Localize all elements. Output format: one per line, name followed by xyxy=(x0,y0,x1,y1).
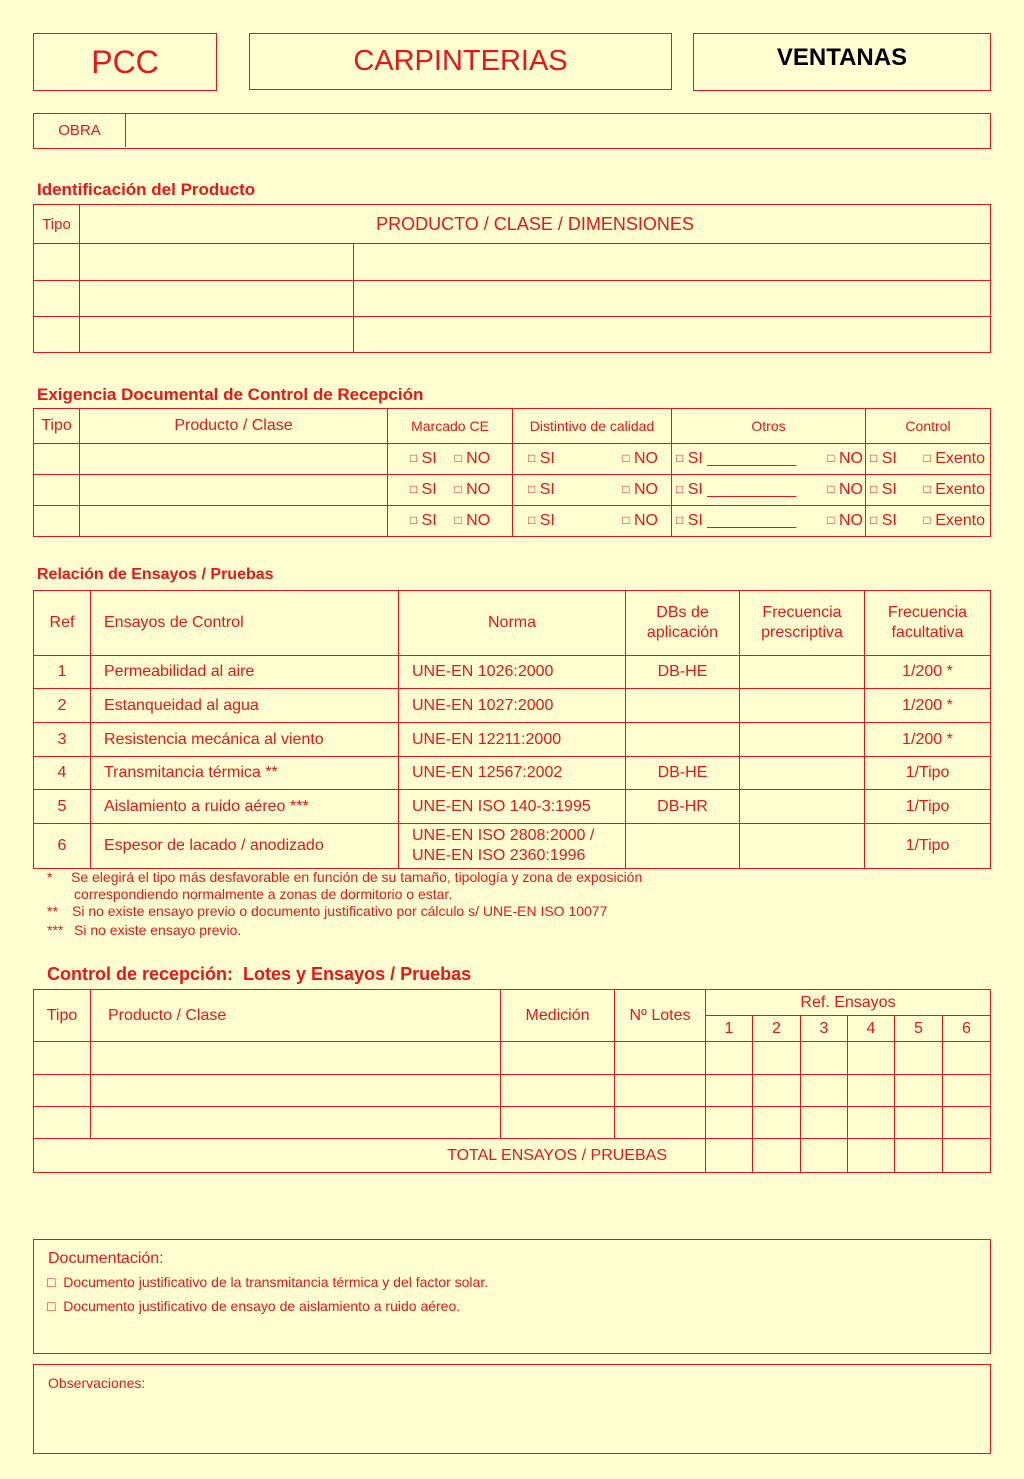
marcado-ce-options[interactable]: □ SI □ NO xyxy=(388,475,513,506)
marcado-ce-options[interactable]: □ SI □ NO xyxy=(388,506,513,537)
cell-facultativa: 1/Tipo xyxy=(865,790,991,824)
cell-prescriptiva xyxy=(740,689,865,723)
ensayo-num: 6 xyxy=(943,1016,991,1042)
cell-ref: 5 xyxy=(34,790,91,824)
cell-tipo[interactable] xyxy=(34,506,80,537)
header-control: Control xyxy=(866,409,991,444)
category-box xyxy=(249,33,672,90)
header-tipo: Tipo xyxy=(34,409,80,444)
total-label: TOTAL ENSAYOS / PRUEBAS xyxy=(34,1139,706,1173)
cell-facultativa: 1/Tipo xyxy=(865,824,991,869)
cell-db xyxy=(626,723,740,757)
cell-ref: 1 xyxy=(34,656,91,689)
documentacion-box xyxy=(33,1239,991,1354)
control-options[interactable]: □ SI □ Exento xyxy=(866,475,991,506)
cell-norma: UNE-EN 12567:2002 xyxy=(399,757,626,790)
cell-tipo[interactable] xyxy=(34,1075,91,1107)
ensayos-table xyxy=(33,590,991,869)
header-tipo: Tipo xyxy=(34,990,91,1042)
pcc-box xyxy=(33,33,217,91)
header-tipo: Tipo xyxy=(34,205,80,244)
cell-ref: 3 xyxy=(34,723,91,757)
control-table xyxy=(33,989,991,1173)
distintivo-options[interactable]: □ SI □ NO xyxy=(513,444,672,475)
cell-prescriptiva xyxy=(740,824,865,869)
exigencia-row xyxy=(34,444,991,475)
header-norma: Norma xyxy=(399,591,626,656)
header-otros: Otros xyxy=(672,409,866,444)
cell-ensayo[interactable] xyxy=(848,1075,895,1107)
cell-ref: 2 xyxy=(34,689,91,723)
identificacion-table xyxy=(33,204,991,353)
cell-total[interactable] xyxy=(848,1139,895,1173)
cell-ensayo[interactable] xyxy=(706,1075,753,1107)
cell-producto[interactable] xyxy=(91,1042,501,1075)
table-row xyxy=(34,1075,991,1107)
documentacion-item[interactable]: □ Documento justificativo de la transmitancia térmica y del factor solar. xyxy=(47,1274,489,1290)
cell-facultativa: 1/200 * xyxy=(865,689,991,723)
cell-db xyxy=(626,689,740,723)
footnote-1-line1: Se elegirá el tipo más desfavorable en función de su tamaño, tipología y zona de exposición xyxy=(71,869,643,885)
cell-medicion[interactable] xyxy=(501,1042,615,1075)
cell-prescriptiva xyxy=(740,723,865,757)
cell-total[interactable] xyxy=(895,1139,943,1173)
cell-db xyxy=(626,824,740,869)
cell-ref: 4 xyxy=(34,757,91,790)
pcc-label: PCC xyxy=(91,43,159,80)
cell-ensayo[interactable] xyxy=(943,1042,991,1075)
cell-ensayo[interactable] xyxy=(943,1107,991,1139)
cell-tipo[interactable] xyxy=(34,317,80,353)
distintivo-options[interactable]: □ SI □ NO xyxy=(513,475,672,506)
cell-tipo[interactable] xyxy=(34,244,80,281)
cell-tipo[interactable] xyxy=(34,444,80,475)
exigencia-title: Exigencia Documental de Control de Recepción xyxy=(37,385,424,404)
cell-ensayo[interactable] xyxy=(895,1042,943,1075)
cell-ensayo[interactable] xyxy=(706,1107,753,1139)
cell-total[interactable] xyxy=(943,1139,991,1173)
control-options[interactable]: □ SI □ Exento xyxy=(866,444,991,475)
cell-ensayo[interactable] xyxy=(848,1107,895,1139)
footnote-2-mark: ** xyxy=(47,903,58,919)
cell-tipo[interactable] xyxy=(34,1042,91,1075)
checkbox-icon[interactable]: □ xyxy=(47,1274,56,1290)
observaciones-title: Observaciones: xyxy=(48,1375,146,1391)
header-lotes: Nº Lotes xyxy=(615,990,706,1042)
cell-facultativa: 1/200 * xyxy=(865,723,991,757)
footnote-2-text: Si no existe ensayo previo o documento justificativo por cálculo s/ UNE-EN ISO 10077 xyxy=(72,903,608,919)
table-row xyxy=(34,790,991,824)
cell-producto[interactable] xyxy=(80,506,388,537)
identificacion-title: Identificación del Producto xyxy=(37,180,256,199)
ensayos-title: Relación de Ensayos / Pruebas xyxy=(37,566,274,583)
observaciones-box[interactable] xyxy=(33,1364,991,1454)
cell-prescriptiva xyxy=(740,656,865,689)
cell-lotes[interactable] xyxy=(615,1107,706,1139)
header-producto: Producto / Clase xyxy=(91,990,501,1042)
footnote-3-text: Si no existe ensayo previo. xyxy=(74,922,242,938)
ensayo-num: 5 xyxy=(895,1016,943,1042)
cell-ensayo: Aislamiento a ruido aéreo *** xyxy=(91,790,399,824)
checkbox-icon[interactable]: □ xyxy=(47,1298,56,1314)
cell-total[interactable] xyxy=(753,1139,801,1173)
otros-options[interactable]: □ SI __________ □ NO xyxy=(672,475,866,506)
cell-ensayo: Estanqueidad al agua xyxy=(91,689,399,723)
table-row xyxy=(34,1042,991,1075)
cell-producto[interactable] xyxy=(80,475,388,506)
exigencia-table xyxy=(33,408,991,537)
cell-ensayo: Permeabilidad al aire xyxy=(91,656,399,689)
cell-dimensiones[interactable] xyxy=(354,317,991,353)
cell-ensayo[interactable] xyxy=(801,1075,848,1107)
cell-producto[interactable] xyxy=(80,444,388,475)
header-producto: PRODUCTO / CLASE / DIMENSIONES xyxy=(80,205,991,244)
cell-db: DB-HE xyxy=(626,757,740,790)
cell-ensayo[interactable] xyxy=(895,1107,943,1139)
marcado-ce-options[interactable]: □ SI □ NO xyxy=(388,444,513,475)
header-producto: Producto / Clase xyxy=(80,409,388,444)
cell-ensayo[interactable] xyxy=(706,1042,753,1075)
control-options[interactable]: □ SI □ Exento xyxy=(866,506,991,537)
total-row xyxy=(34,1139,991,1173)
header-facultativa: Frecuencia facultativa xyxy=(865,591,991,656)
cell-medicion[interactable] xyxy=(501,1075,615,1107)
table-row xyxy=(34,723,991,757)
cell-prescriptiva xyxy=(740,790,865,824)
ensayo-num: 4 xyxy=(848,1016,895,1042)
product-title: VENTANAS xyxy=(776,44,908,71)
cell-ensayo[interactable] xyxy=(943,1075,991,1107)
product-box xyxy=(693,33,991,91)
table-row xyxy=(34,824,991,869)
ensayo-num: 3 xyxy=(801,1016,848,1042)
obra-input[interactable] xyxy=(127,114,990,147)
cell-ensayo[interactable] xyxy=(753,1042,801,1075)
cell-tipo[interactable] xyxy=(34,475,80,506)
table-row xyxy=(34,757,991,790)
exigencia-row xyxy=(34,506,991,537)
header-ensayo: Ensayos de Control xyxy=(91,591,399,656)
cell-producto[interactable] xyxy=(80,244,354,281)
header-marcado-ce: Marcado CE xyxy=(388,409,513,444)
cell-ensayo[interactable] xyxy=(753,1107,801,1139)
cell-ensayo[interactable] xyxy=(895,1075,943,1107)
cell-norma: UNE-EN ISO 2808:2000 / UNE-EN ISO 2360:1996 xyxy=(399,824,626,869)
cell-ensayo[interactable] xyxy=(753,1075,801,1107)
cell-ensayo: Transmitancia térmica ** xyxy=(91,757,399,790)
cell-ensayo[interactable] xyxy=(801,1042,848,1075)
cell-dimensiones[interactable] xyxy=(354,244,991,281)
header-distintivo: Distintivo de calidad xyxy=(513,409,672,444)
header-prescriptiva: Frecuencia prescriptiva xyxy=(740,591,865,656)
footnote-3-mark: *** xyxy=(47,922,64,938)
cell-db: DB-HR xyxy=(626,790,740,824)
header-ref-ensayos: Ref. Ensayos xyxy=(706,990,991,1016)
cell-producto[interactable] xyxy=(80,317,354,353)
table-row xyxy=(34,689,991,723)
control-title: Control de recepción: Lotes y Ensayos / Pruebas xyxy=(47,964,472,984)
cell-ensayo[interactable] xyxy=(801,1107,848,1139)
cell-lotes[interactable] xyxy=(615,1042,706,1075)
distintivo-options[interactable]: □ SI □ NO xyxy=(513,506,672,537)
exigencia-row xyxy=(34,475,991,506)
cell-total[interactable] xyxy=(706,1139,753,1173)
obra-label: OBRA xyxy=(34,114,126,147)
documentacion-item[interactable]: □ Documento justificativo de ensayo de aislamiento a ruido aéreo. xyxy=(47,1298,461,1314)
category-title: CARPINTERIAS xyxy=(353,45,568,77)
cell-producto[interactable] xyxy=(91,1107,501,1139)
footnote-1-mark: * xyxy=(47,869,53,885)
cell-facultativa: 1/200 * xyxy=(865,656,991,689)
cell-tipo[interactable] xyxy=(34,281,80,317)
cell-producto[interactable] xyxy=(91,1075,501,1107)
header-ref: Ref xyxy=(34,591,91,656)
cell-norma: UNE-EN 12211:2000 xyxy=(399,723,626,757)
cell-db: DB-HE xyxy=(626,656,740,689)
otros-options[interactable]: □ SI __________ □ NO xyxy=(672,506,866,537)
table-row xyxy=(34,656,991,689)
cell-producto[interactable] xyxy=(80,281,354,317)
cell-norma: UNE-EN ISO 140-3:1995 xyxy=(399,790,626,824)
documentacion-title: Documentación: xyxy=(48,1250,164,1267)
ensayo-num: 2 xyxy=(753,1016,801,1042)
cell-dimensiones[interactable] xyxy=(354,281,991,317)
cell-ensayo: Espesor de lacado / anodizado xyxy=(91,824,399,869)
cell-total[interactable] xyxy=(801,1139,848,1173)
cell-medicion[interactable] xyxy=(501,1107,615,1139)
cell-norma: UNE-EN 1026:2000 xyxy=(399,656,626,689)
cell-prescriptiva xyxy=(740,757,865,790)
header-medicion: Medición xyxy=(501,990,615,1042)
cell-ref: 6 xyxy=(34,824,91,869)
cell-tipo[interactable] xyxy=(34,1107,91,1139)
cell-ensayo[interactable] xyxy=(848,1042,895,1075)
header-dbs: DBs de aplicación xyxy=(626,591,740,656)
otros-options[interactable]: □ SI __________ □ NO xyxy=(672,444,866,475)
footnote-1-line2: correspondiendo normalmente a zonas de dormitorio o estar. xyxy=(74,886,453,902)
obra-box xyxy=(33,113,991,149)
ensayo-num: 1 xyxy=(706,1016,753,1042)
cell-lotes[interactable] xyxy=(615,1075,706,1107)
cell-norma: UNE-EN 1027:2000 xyxy=(399,689,626,723)
cell-facultativa: 1/Tipo xyxy=(865,757,991,790)
table-row xyxy=(34,1107,991,1139)
cell-ensayo: Resistencia mecánica al viento xyxy=(91,723,399,757)
